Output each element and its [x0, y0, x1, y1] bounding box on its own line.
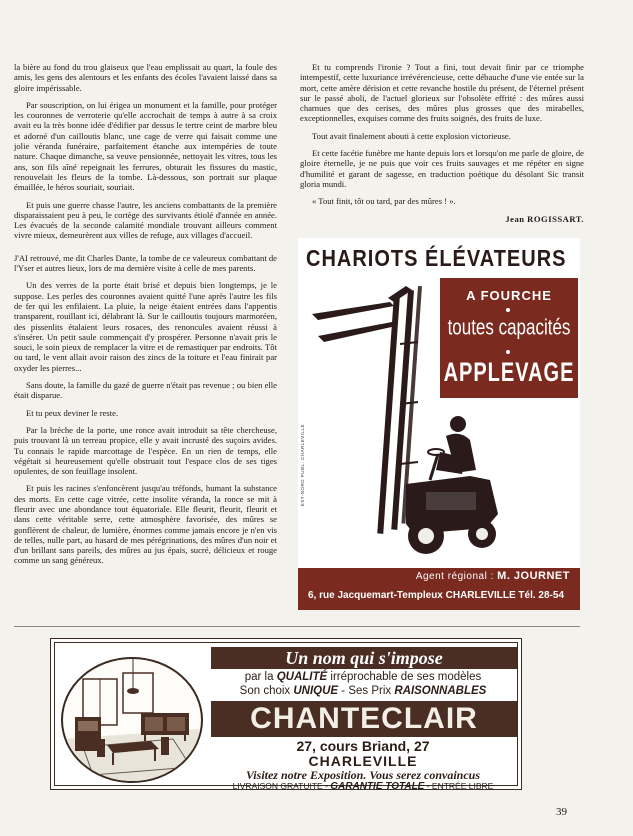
text-emphasis: RAISONNABLES	[394, 685, 487, 697]
paragraph: Par la brèche de la porte, une ronce avait introduit sa tête chercheuse, puis trouvant là un terreau propice, elle y avait incrusté des suçoirs avides. Tu connais le rapide marcottage de l'espèce. En un rien de temps, elle végétait si heureusement qu'elle obstruait tout l'espace clos de ses tiges opulentes, de son feuillage insolent.	[14, 424, 277, 477]
page-number: 39	[556, 806, 567, 818]
paragraph: Et tu comprends l'ironie ? Tout a fini, tout devait finir par ce triomphe intempestif, cette luxuriance irrévérencieuse, cette débauche d'une vie entée sur la mort, cette amère dérision et cette revanche hostile du présent, de l'éternel présent sur le passé aboli, de l'actuel glorieux sur l'obsolète effrité : des mûres aussi charnues que des cerises, des mûres plus grosses que des mirabelles, exceptionnelles, exquises comme des fruits soignés, des fruits de luxe.	[300, 62, 584, 124]
paragraph: Sans doute, la famille du gazé de guerre n'était pas revenue ; ou bien elle était disparue.	[14, 380, 277, 401]
agent-name: M. JOURNET	[497, 570, 570, 582]
text-emphasis: UNIQUE	[293, 685, 339, 697]
ad-title: CHARIOTS ÉLÉVATEURS	[306, 246, 567, 272]
paragraph: Et tu peux deviner le reste.	[26, 407, 119, 418]
divider	[14, 626, 580, 627]
paragraph: Par souscription, on lui érigea un monument et la famille, pour protéger les couronnes de verroterie qu'elle accrochait de temps à autre à sa croix avait eu la très bonne idée d'édifier par dessus le tertre ceint de marbre bleu et adorné d'un cailloutis blanc, une cage de verre qui faisait comme une jolie véranda funéraire, parfaitement étanche aux intempéries de toute nature. Chaque dimanche, sa veuve pensionnée, nettoyait les vitres, tous les ans, son fils aîné repeignait les ferrures, obturait les fissures du mastic, renouvelait les fleurs de la tombe. Là-dessous, son portrait sur plaque émaillée, le héros souriait, souriait.	[14, 99, 277, 193]
article-left-column	[14, 62, 277, 573]
furniture-room-icon	[63, 659, 201, 781]
ad-banner: Un nom qui s'impose	[211, 647, 517, 669]
ad-invite: Visitez notre Exposition. Vous serez convaincus	[245, 768, 481, 782]
text-fragment: Son choix	[239, 685, 294, 697]
text-fragment: irréprochable de ses modèles	[327, 671, 482, 683]
forklift-illustration-icon	[310, 284, 510, 570]
ad-line-quality	[205, 671, 521, 683]
ad-contact-band	[298, 568, 580, 610]
text-fragment: LIVRAISON GRATUITE -	[232, 781, 331, 791]
text-emphasis: QUALITÉ	[276, 671, 328, 683]
text-fragment: - Ses Prix	[338, 685, 395, 697]
quote: « Tout finit, tôt ou tard, par des mûres ! ».	[312, 196, 456, 207]
ad-subtitle: A FOURCHE	[466, 288, 552, 303]
ad-chariots-elevateurs	[298, 238, 580, 610]
ad-footer	[205, 781, 521, 792]
paragraph: Tout avait finalement abouti à cette explosion victorieuse.	[312, 130, 511, 141]
author-signature: Jean ROGISSART.	[505, 213, 584, 224]
ad-credit: EST-NORD PUBL. CHARLEVILLE	[300, 424, 305, 507]
ad-agent	[416, 570, 570, 582]
paragraph: Et puis une guerre chasse l'autre, les anciens combattants de la première disparaissaient peu à peu, le cortège des survivants étiolé d'année en année. Les évacués de la seconde calamité mondiale trouvant ailleurs comment vivre mieux, demeurèrent aux villes de refuge, aux villages d'accueil.	[14, 199, 277, 241]
ad-brand: APPLEVAGE	[443, 357, 575, 388]
paragraph: la bière au fond du trou glaiseux que l'eau emplissait au quart, la foule des amis, les gens des alentours et les enfants des écoles l'avaient laissé dans sa gloire impérissable.	[14, 62, 277, 93]
ad-brand-chanteclair: CHANTECLAIR	[211, 701, 517, 737]
paragraph-dropcap: J'AI retrouvé, me dit Charles Dante, la tombe de ce valeureux combattant de l'Yser et autres lieux, lors de ma dernière visite à celle de mes parents.	[14, 252, 277, 274]
ad-city: CHARLEVILLE	[308, 753, 418, 769]
paragraph: Un des verres de la porte était brisé et depuis bien longtemps, je le suppose. Les perles des couronnes avaient quitté l'une après l'autre les fils de fer qui les enfilaient. La pluie, la neige étaient entrées dans l'appentis transparent, rouillant ici, délabrant là. Sur le cailloutis toujours marmoréen, des pissenlits étalaient leurs rosaces, des renoncules avaient réussi à s'insérer. Un petit saule commençait d'y prospérer. Personne n'avait pris le souci, le soin pieux de remplacer la vitre et de remastiquer par endroits. Tôt ou tard, le vent allait avoir raison des zincs de la toiture et l'eau finirait par oxyder les pierres...	[14, 280, 277, 373]
text-fragment: par la	[244, 671, 277, 683]
text-emphasis: GARANTIE TOTALE	[330, 781, 425, 792]
ad-address: 6, rue Jacquemart-Templeux CHARLEVILLE Tél. 28-54	[308, 590, 565, 601]
paragraph: Et cette facétie funèbre me hante depuis lors et lorsqu'on me parle de gloire, de gloire éternelle, je ne puis que voir ces fruits sauvages et me répéter en signe d'humilité et garant de sagesse, en traduction poétique du désolant Sic transit gloria mundi.	[300, 148, 584, 189]
ad-frame	[54, 642, 518, 792]
agent-label: Agent régional :	[415, 571, 494, 582]
text-fragment: - ENTRÉE LIBRE	[424, 781, 494, 791]
article-right-column	[300, 62, 584, 231]
furniture-illustration	[61, 657, 203, 783]
ad-line-choice	[205, 685, 521, 697]
ad-address: 27, cours Briand, 27	[296, 738, 430, 754]
ad-capacity: toutes capacités	[447, 315, 571, 340]
ad-chanteclair	[50, 638, 522, 790]
paragraph: Et puis les racines s'enfoncèrent jusqu'au tréfonds, humant la substance des morts. En cette cage vitrée, cette insolite véranda, la ronce se mit à fleurir avec une abondance tout équatoriale. Elle fleurit, fleurit, fleurit et dans cette véritable serre, cette atmosphère favorisée, des mûres se gonflèrent de chaleur, de lumière, énormes comme jamais encore je n'en vis de telles, nulle part, au hasard de mes pérégrinations, des mûres d'un noir et d'un brillant sans pareils, des mûres au jus épais, sucré, délicieux et rouge comme un sang généreux.	[14, 483, 277, 566]
